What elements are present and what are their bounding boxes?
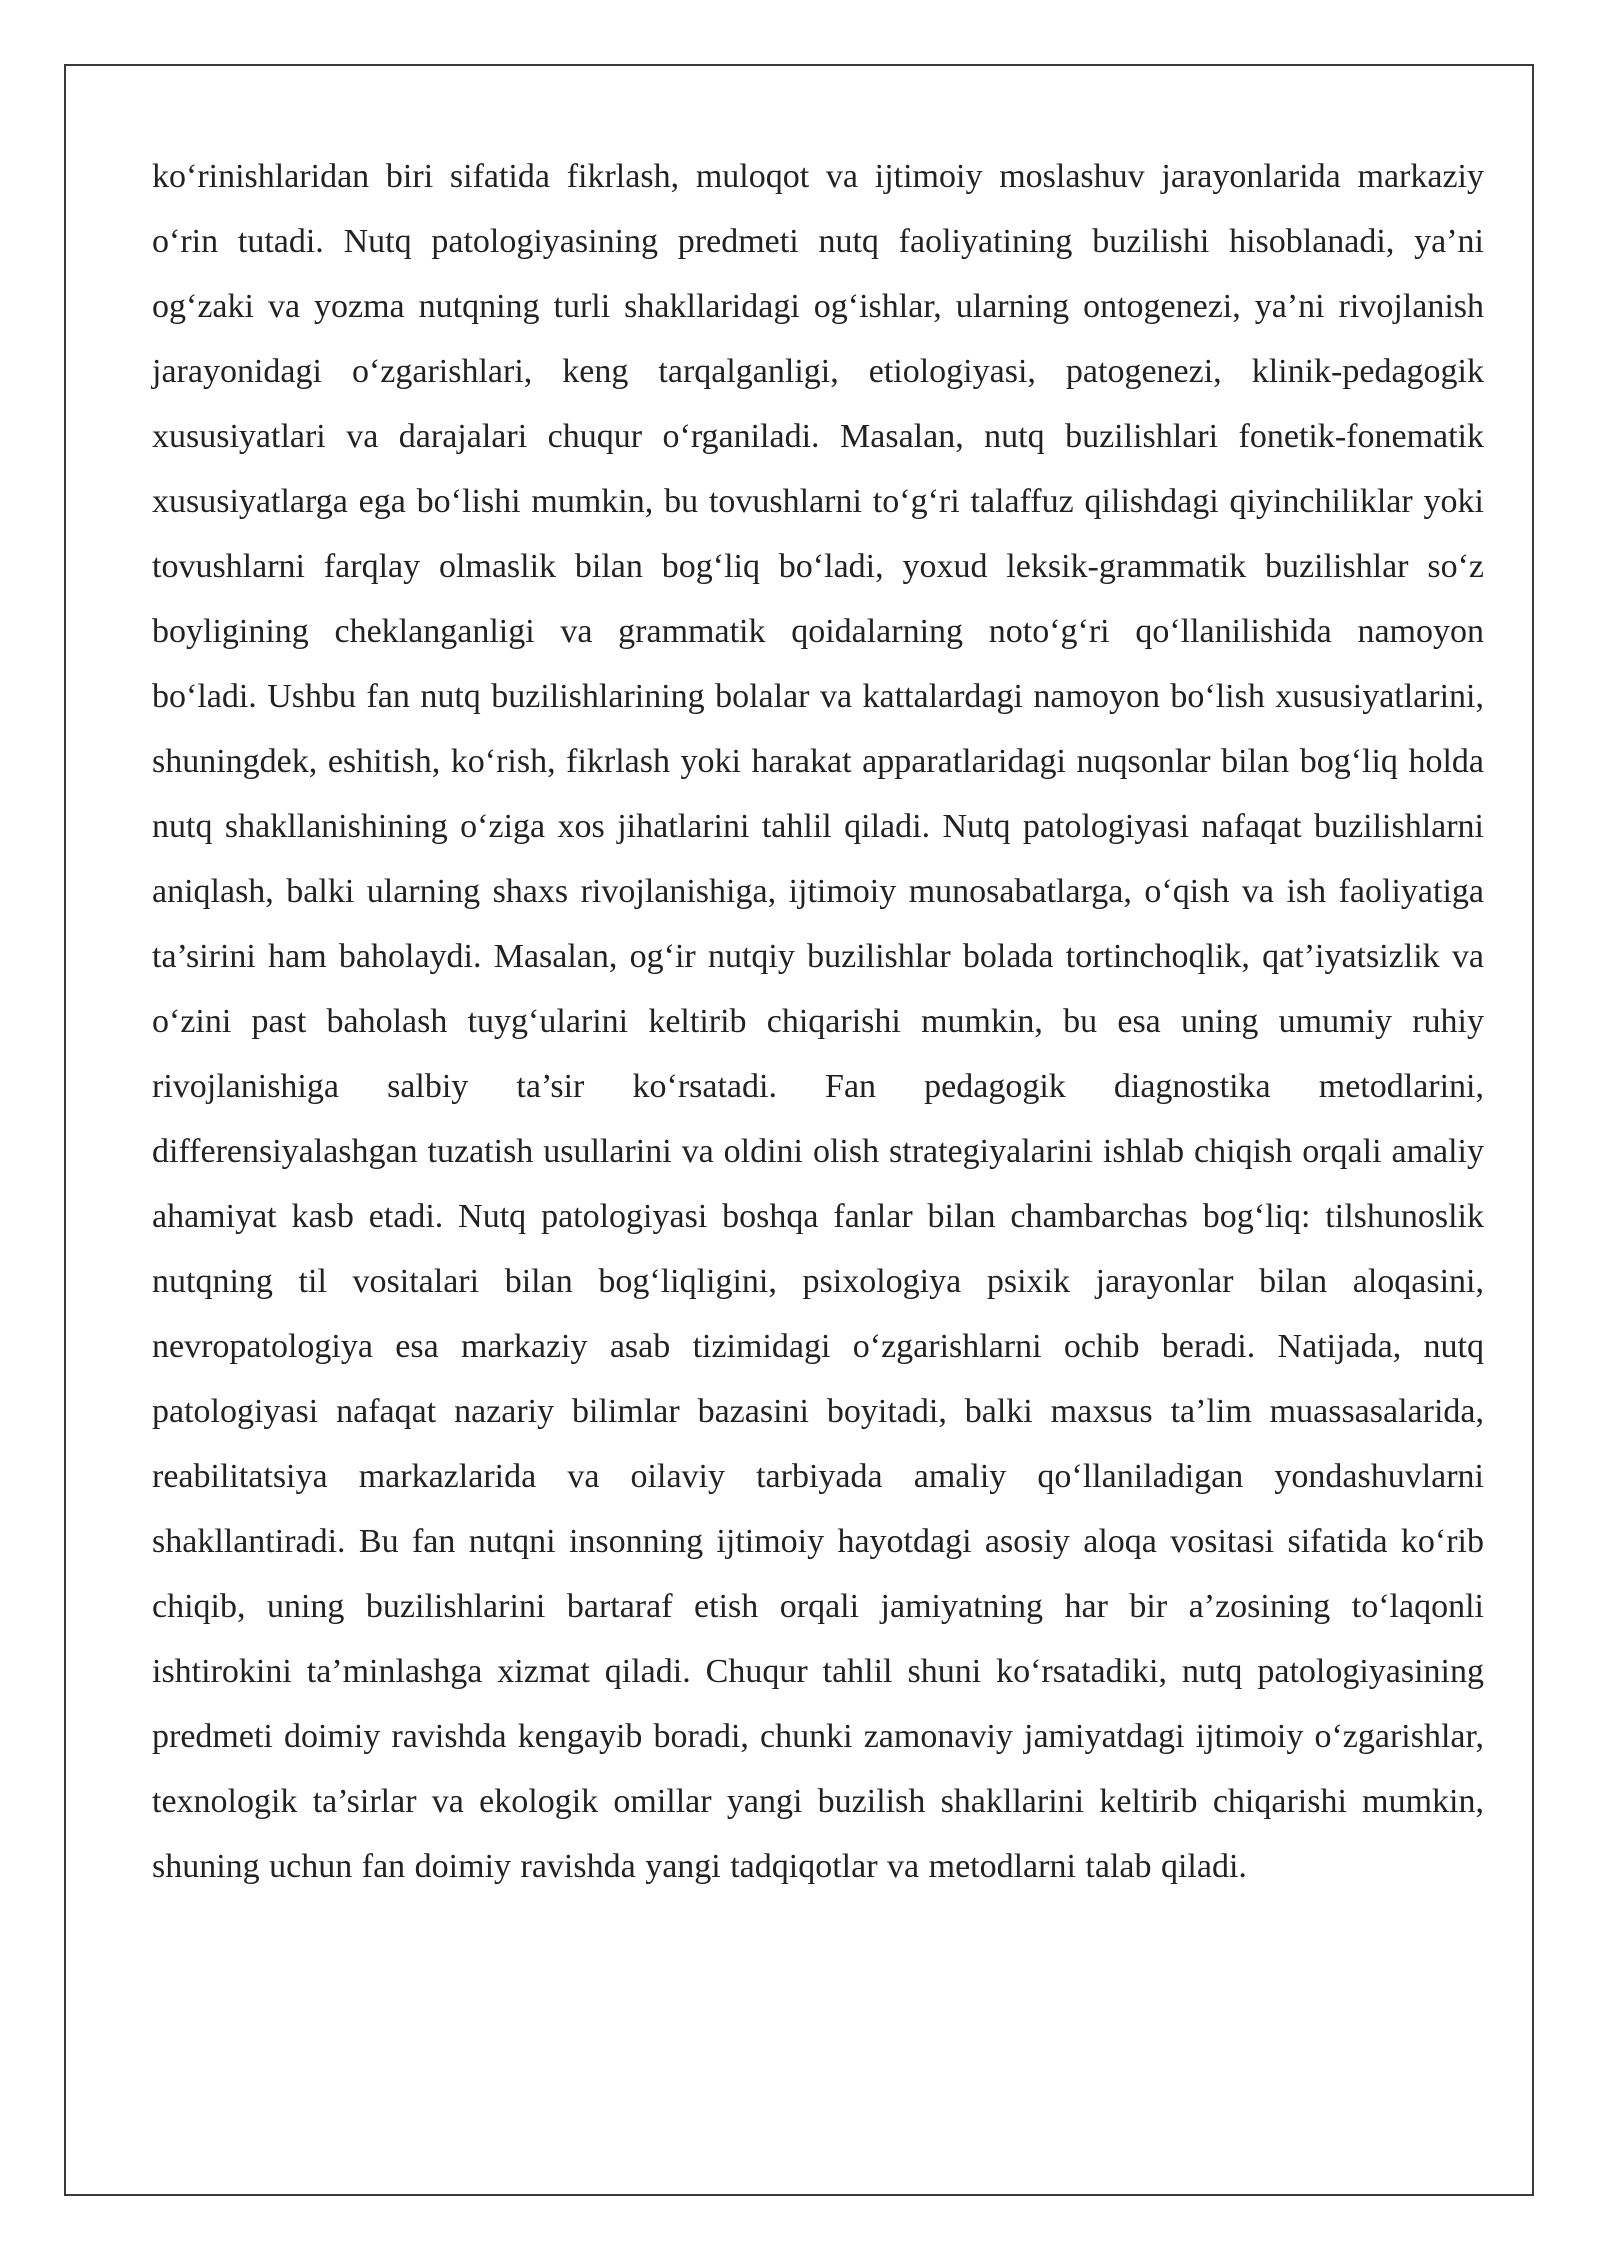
body-paragraph: ko‘rinishlaridan biri sifatida fikrlash, muloqot va ijtimoiy moslashuv jarayonlarida markaziy o‘rin tutadi. Nutq patologiyasining predmeti nutq faoliyatining buzilishi hisoblanadi, ya’ni og‘zaki va yozma nutqning turli shakllaridagi og‘ishlar, ularning ontogenezi, ya’ni rivojlanish jarayonidagi o‘zgarishlari, keng tarqalganligi, etiologiyasi, patogenezi, klinik-pedagogik xususiyatlari va darajalari chuqur o‘rganiladi. Masalan, nutq buzilishlari fonetik-fonematik xususiyatlarga ega bo‘lishi mumkin, bu tovushlarni to‘g‘ri talaffuz qilishdagi qiyinchiliklar yoki tovushlarni farqlay olmaslik bilan bog‘liq bo‘ladi, yoxud leksik-grammatik buzilishlar so‘z boyligining cheklanganligi va grammatik qoidalarning noto‘g‘ri qo‘llanilishida namoyon bo‘ladi. Ushbu fan nutq buzilishlarining bolalar va kattalardagi namoyon bo‘lish xususiyatlarini, shuningdek, eshitish, ko‘rish, fikrlash yoki harakat apparatlaridagi nuqsonlar bilan bog‘liq holda nutq shakllanishining o‘ziga xos jihatlarini tahlil qiladi. Nutq patologiyasi nafaqat buzilishlarni aniqlash, balki ularning shaxs rivojlanishiga, ijtimoiy munosabatlarga, o‘qish va ish faoliyatiga ta’sirini ham baholaydi. Masalan, og‘ir nutqiy buzilishlar bolada tortinchoqlik, qat’iyatsizlik va o‘zini past baholash tuyg‘ularini keltirib chiqarishi mumkin, bu esa uning umumiy ruhiy rivojlanishiga salbiy ta’sir ko‘rsatadi. Fan pedagogik diagnostika metodlarini, differensiyalashgan tuzatish usullarini va oldini olish strategiyalarini ishlab chiqish orqali amaliy ahamiyat kasb etadi. Nutq patologiyasi boshqa fanlar bilan chambarchas bog‘liq: tilshunoslik nutqning til vositalari bilan bog‘liqligini, psixologiya psixik jarayonlar bilan aloqasini, nevropatologiya esa markaziy asab tizimidagi o‘zgarishlarni ochib beradi. Natijada, nutq patologiyasi nafaqat nazariy bilimlar bazasini boyitadi, balki maxsus ta’lim muassasalarida, reabilitatsiya markazlarida va oilaviy tarbiyada amaliy qo‘llaniladigan yondashuvlarni shakllantiradi. Bu fan nutqni insonning ijtimoiy hayotdagi asosiy aloqa vositasi sifatida ko‘rib chiqib, uning buzilishlarini bartaraf etish orqali jamiyatning har bir a’zosining to‘laqonli ishtirokini ta’minlashga xizmat qiladi. Chuqur tahlil shuni ko‘rsatadiki, nutq patologiyasining predmeti doimiy ravishda kengayib boradi, chunki zamonaviy jamiyatdagi ijtimoiy o‘zgarishlar, texnologik ta’sirlar va ekologik omillar yangi buzilish shakllarini keltirib chiqarishi mumkin, shuning uchun fan doimiy ravishda yangi tadqiqotlar va metodlarni talab qiladi. (152, 158, 1484, 1885)
